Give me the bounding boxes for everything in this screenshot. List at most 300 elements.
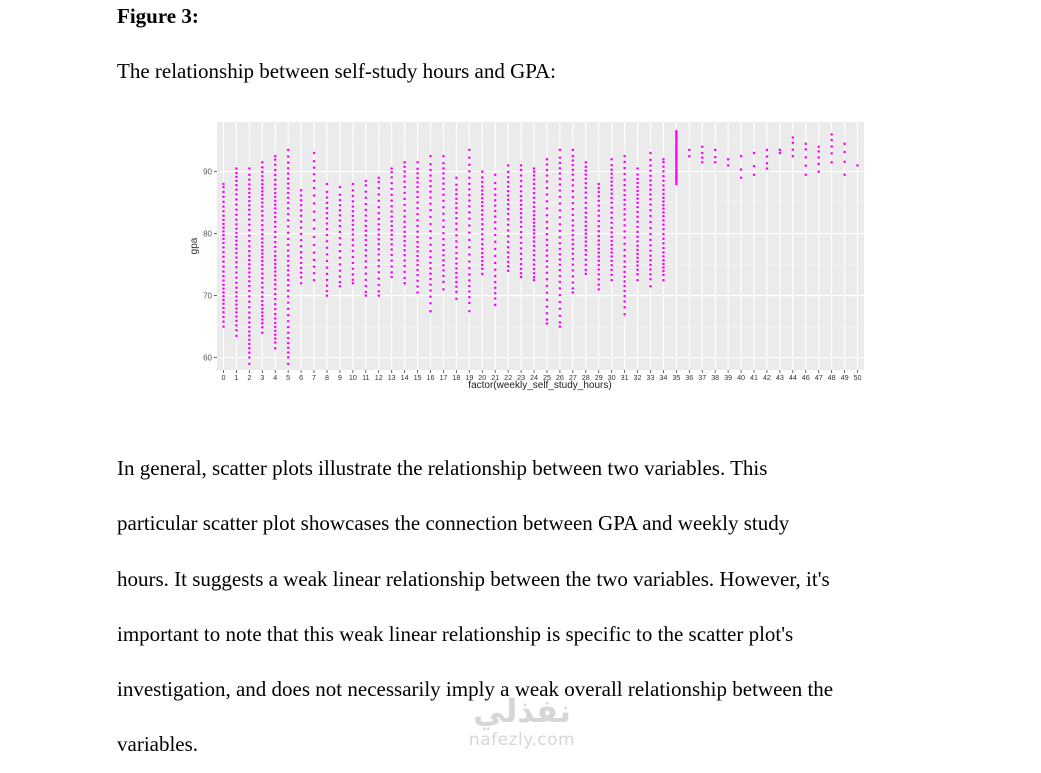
data-point xyxy=(416,161,419,164)
data-point xyxy=(274,188,277,191)
data-point xyxy=(623,213,626,216)
data-point xyxy=(248,343,251,346)
data-point xyxy=(520,174,523,177)
data-point xyxy=(610,158,613,161)
data-point xyxy=(507,203,510,206)
data-point xyxy=(261,311,264,314)
x-tick-label: 46 xyxy=(801,373,810,382)
data-point xyxy=(572,287,575,290)
data-point xyxy=(261,307,264,310)
x-tick-label: 19 xyxy=(465,373,474,382)
data-point xyxy=(429,163,432,166)
data-point xyxy=(429,289,432,292)
data-point xyxy=(533,225,536,228)
x-tick-label: 48 xyxy=(827,373,836,382)
data-point xyxy=(313,219,316,222)
data-point xyxy=(365,234,368,237)
data-point xyxy=(572,229,575,232)
data-point xyxy=(455,246,458,249)
data-point xyxy=(546,278,549,281)
data-point xyxy=(352,195,355,198)
data-point xyxy=(274,155,277,158)
data-point xyxy=(533,167,536,170)
data-point xyxy=(352,278,355,281)
data-point xyxy=(520,263,523,266)
data-point xyxy=(235,172,238,175)
data-point xyxy=(494,241,497,244)
data-point xyxy=(365,285,368,288)
data-point xyxy=(274,259,277,262)
data-point xyxy=(442,259,445,262)
data-point xyxy=(261,300,264,303)
data-point xyxy=(365,184,368,187)
data-point xyxy=(287,269,290,272)
data-point xyxy=(559,162,562,165)
data-point xyxy=(533,259,536,262)
data-point xyxy=(248,321,251,324)
data-point xyxy=(597,195,600,198)
data-point xyxy=(623,271,626,274)
data-point xyxy=(274,207,277,210)
data-point xyxy=(429,209,432,212)
data-point xyxy=(455,257,458,260)
data-point xyxy=(442,238,445,241)
data-point xyxy=(313,210,316,213)
data-point xyxy=(222,196,225,199)
data-point xyxy=(390,271,393,274)
data-point xyxy=(326,294,329,297)
data-point xyxy=(352,282,355,285)
data-point xyxy=(222,238,225,241)
data-point xyxy=(610,216,613,219)
data-point xyxy=(248,363,251,366)
data-point xyxy=(520,216,523,219)
data-point xyxy=(585,161,588,164)
data-point xyxy=(701,146,704,149)
data-point xyxy=(274,226,277,229)
data-point xyxy=(468,170,471,173)
data-point xyxy=(248,187,251,190)
data-point xyxy=(429,262,432,265)
data-point xyxy=(390,276,393,279)
data-point xyxy=(248,229,251,232)
data-point xyxy=(416,201,419,204)
data-point xyxy=(416,264,419,267)
data-point xyxy=(494,281,497,284)
data-point xyxy=(649,164,652,167)
data-point xyxy=(326,273,329,276)
data-point xyxy=(326,253,329,256)
data-point xyxy=(494,204,497,207)
data-point xyxy=(494,262,497,265)
data-point xyxy=(533,222,536,225)
data-point xyxy=(390,243,393,246)
x-tick-label: 38 xyxy=(711,373,720,382)
data-point xyxy=(287,213,290,216)
data-point xyxy=(520,242,523,245)
data-point xyxy=(378,181,381,184)
data-point xyxy=(520,199,523,202)
data-point xyxy=(507,218,510,221)
data-point xyxy=(468,224,471,227)
data-point xyxy=(520,253,523,256)
data-point xyxy=(326,266,329,269)
data-point xyxy=(546,221,549,224)
data-point xyxy=(610,279,613,282)
data-point xyxy=(300,215,303,218)
data-point xyxy=(274,317,277,320)
data-point xyxy=(365,197,368,200)
data-point xyxy=(429,295,432,298)
x-tick-label: 49 xyxy=(840,373,849,382)
data-point xyxy=(507,241,510,244)
data-point xyxy=(235,184,238,187)
data-point xyxy=(235,307,238,310)
data-point xyxy=(623,295,626,298)
data-point xyxy=(390,238,393,241)
data-point xyxy=(559,253,562,256)
data-point xyxy=(494,275,497,278)
data-point xyxy=(494,297,497,300)
data-point xyxy=(559,202,562,205)
data-point xyxy=(520,169,523,172)
data-point xyxy=(261,295,264,298)
data-point xyxy=(766,167,769,170)
data-point xyxy=(559,287,562,290)
data-point xyxy=(429,185,432,188)
paragraph-line: hours. It suggests a weak linear relationship between the two variables. However, it's xyxy=(117,566,830,591)
data-point xyxy=(623,199,626,202)
data-point xyxy=(468,163,471,166)
data-point xyxy=(585,207,588,210)
data-point xyxy=(494,304,497,307)
data-point xyxy=(339,275,342,278)
data-point xyxy=(390,225,393,228)
data-point xyxy=(287,182,290,185)
data-point xyxy=(416,186,419,189)
data-point xyxy=(222,311,225,314)
data-point xyxy=(429,196,432,199)
data-point xyxy=(507,164,510,167)
data-point xyxy=(378,294,381,297)
data-point xyxy=(585,225,588,228)
data-point xyxy=(507,190,510,193)
data-point xyxy=(403,204,406,207)
data-point xyxy=(235,320,238,323)
data-point xyxy=(442,275,445,278)
data-point xyxy=(533,218,536,221)
data-point xyxy=(339,186,342,189)
data-point xyxy=(352,200,355,203)
x-tick-label: 11 xyxy=(362,373,370,382)
data-point xyxy=(727,164,730,167)
data-point xyxy=(572,196,575,199)
data-point xyxy=(403,175,406,178)
data-point xyxy=(248,167,251,170)
data-point xyxy=(520,185,523,188)
data-point xyxy=(261,272,264,275)
data-point xyxy=(274,293,277,296)
data-point xyxy=(378,248,381,251)
data-point xyxy=(352,233,355,236)
data-point xyxy=(610,226,613,229)
data-point xyxy=(326,212,329,215)
data-point xyxy=(222,291,225,294)
data-point xyxy=(365,272,368,275)
data-point xyxy=(222,287,225,290)
data-point xyxy=(468,188,471,191)
data-point xyxy=(623,313,626,316)
data-point xyxy=(468,296,471,299)
data-point xyxy=(662,204,665,207)
data-point xyxy=(585,249,588,252)
data-point xyxy=(455,276,458,279)
data-point xyxy=(365,249,368,252)
data-point xyxy=(533,214,536,217)
data-point xyxy=(429,223,432,226)
watermark xyxy=(452,692,592,750)
data-point xyxy=(546,298,549,301)
data-point xyxy=(390,215,393,218)
data-point xyxy=(261,326,264,329)
data-point xyxy=(326,240,329,243)
data-point xyxy=(274,236,277,239)
data-point xyxy=(429,283,432,286)
data-point xyxy=(636,178,639,181)
data-point xyxy=(636,226,639,229)
y-tick-label: 80 xyxy=(203,229,212,239)
data-point xyxy=(300,245,303,248)
data-point xyxy=(662,274,665,277)
data-point xyxy=(429,250,432,253)
data-point xyxy=(701,156,704,159)
data-point xyxy=(287,326,290,329)
data-point xyxy=(688,149,691,152)
data-point xyxy=(494,248,497,251)
data-point xyxy=(610,211,613,214)
data-point xyxy=(300,233,303,236)
data-point xyxy=(662,170,665,173)
data-point xyxy=(481,247,484,250)
data-point xyxy=(817,156,820,159)
data-point xyxy=(662,247,665,250)
data-point xyxy=(843,142,846,145)
data-point xyxy=(455,207,458,210)
data-point xyxy=(235,295,238,298)
data-point xyxy=(313,279,316,282)
data-point xyxy=(843,161,846,164)
data-point xyxy=(261,256,264,258)
data-point xyxy=(533,201,536,204)
data-point xyxy=(235,291,238,294)
data-point xyxy=(662,184,665,187)
data-point xyxy=(468,156,471,159)
data-point xyxy=(326,222,329,225)
y-tick-label: 90 xyxy=(203,167,212,177)
data-point xyxy=(365,209,368,212)
data-point xyxy=(261,224,264,227)
data-point xyxy=(675,130,678,133)
data-point xyxy=(365,225,368,228)
data-point xyxy=(572,190,575,193)
data-point xyxy=(416,291,419,294)
data-point xyxy=(623,285,626,288)
data-point xyxy=(455,297,458,300)
data-point xyxy=(378,243,381,246)
data-point xyxy=(740,168,743,171)
data-point xyxy=(274,174,277,177)
data-point xyxy=(416,246,419,249)
data-point xyxy=(403,271,406,274)
data-point xyxy=(572,248,575,251)
data-point xyxy=(235,286,238,289)
data-point xyxy=(662,233,665,236)
data-point xyxy=(649,184,652,187)
data-point xyxy=(261,187,264,190)
data-point xyxy=(740,155,743,158)
data-point xyxy=(494,268,497,271)
data-point xyxy=(572,243,575,246)
data-point xyxy=(610,255,613,258)
data-point xyxy=(235,203,238,206)
data-point xyxy=(662,228,665,231)
data-point xyxy=(416,236,419,239)
data-point xyxy=(274,158,277,161)
data-point xyxy=(455,240,458,243)
data-point xyxy=(274,279,277,282)
data-point xyxy=(481,189,484,192)
data-point xyxy=(636,167,639,170)
data-point xyxy=(222,226,225,229)
data-point xyxy=(378,193,381,196)
data-point xyxy=(248,285,251,288)
data-point xyxy=(856,164,859,167)
data-point xyxy=(403,180,406,183)
data-point xyxy=(481,201,484,204)
data-point xyxy=(403,235,406,238)
x-tick-label: 35 xyxy=(672,373,681,382)
data-point xyxy=(481,267,484,270)
data-point xyxy=(313,180,316,183)
data-point xyxy=(455,183,458,186)
data-point xyxy=(352,224,355,227)
data-point xyxy=(572,159,575,162)
data-point xyxy=(378,223,381,226)
data-point xyxy=(326,290,329,293)
data-point xyxy=(817,146,820,149)
data-point xyxy=(455,202,458,205)
data-point xyxy=(572,253,575,256)
paragraph-line: In general, scatter plots illustrate the relationship between two variables. This xyxy=(117,456,768,480)
data-point xyxy=(339,285,342,288)
data-point xyxy=(429,278,432,281)
data-point xyxy=(649,264,652,267)
data-point xyxy=(455,281,458,284)
data-point xyxy=(468,285,471,288)
data-point xyxy=(636,173,639,176)
x-tick-label: 42 xyxy=(762,373,771,382)
data-point xyxy=(610,184,613,187)
data-point xyxy=(533,232,536,235)
data-point xyxy=(287,301,290,304)
data-point xyxy=(261,219,264,222)
data-point xyxy=(662,270,665,273)
data-point xyxy=(287,279,290,282)
data-point xyxy=(300,282,303,285)
data-point xyxy=(235,311,238,314)
data-point xyxy=(429,237,432,240)
data-point xyxy=(753,165,756,168)
data-point xyxy=(390,210,393,213)
data-point xyxy=(274,263,277,266)
data-point xyxy=(313,265,316,268)
data-point xyxy=(352,215,355,218)
data-point xyxy=(261,282,264,285)
data-point xyxy=(585,187,588,190)
data-point xyxy=(636,193,639,196)
data-point xyxy=(403,244,406,247)
data-point xyxy=(339,281,342,284)
data-point xyxy=(416,230,419,233)
data-point xyxy=(481,228,484,231)
data-point xyxy=(248,173,251,176)
data-point xyxy=(378,228,381,231)
data-point xyxy=(455,198,458,201)
data-point xyxy=(261,322,264,325)
data-point xyxy=(507,199,510,202)
data-point xyxy=(546,169,549,172)
data-point xyxy=(261,201,264,204)
data-point xyxy=(287,225,290,228)
data-point xyxy=(714,156,717,159)
data-point xyxy=(520,236,523,239)
data-point xyxy=(339,225,342,228)
data-point xyxy=(636,268,639,271)
x-tick-label: 50 xyxy=(853,373,862,382)
data-point xyxy=(636,260,639,263)
data-point xyxy=(365,260,368,263)
data-point xyxy=(805,164,808,167)
data-point xyxy=(429,202,432,205)
data-point xyxy=(248,301,251,304)
data-point xyxy=(481,256,484,259)
data-point xyxy=(248,290,251,293)
data-point xyxy=(597,283,600,286)
data-point xyxy=(339,219,342,222)
data-point xyxy=(429,155,432,158)
data-point xyxy=(597,247,600,250)
data-point xyxy=(300,267,303,270)
data-point xyxy=(222,316,225,319)
data-point xyxy=(572,275,575,278)
data-point xyxy=(442,188,445,191)
data-point xyxy=(559,172,562,175)
data-point xyxy=(300,251,303,254)
data-point xyxy=(753,152,756,155)
data-point xyxy=(805,148,808,151)
data-point xyxy=(287,177,290,180)
data-point xyxy=(248,254,251,257)
data-point xyxy=(585,269,588,272)
data-point xyxy=(222,183,225,186)
data-point xyxy=(390,176,393,179)
data-point xyxy=(390,182,393,185)
data-point xyxy=(261,286,264,289)
data-point xyxy=(274,255,277,258)
data-point xyxy=(559,269,562,272)
data-point xyxy=(714,149,717,152)
figure-caption: The relationship between self-study hours and GPA: xyxy=(117,59,556,83)
